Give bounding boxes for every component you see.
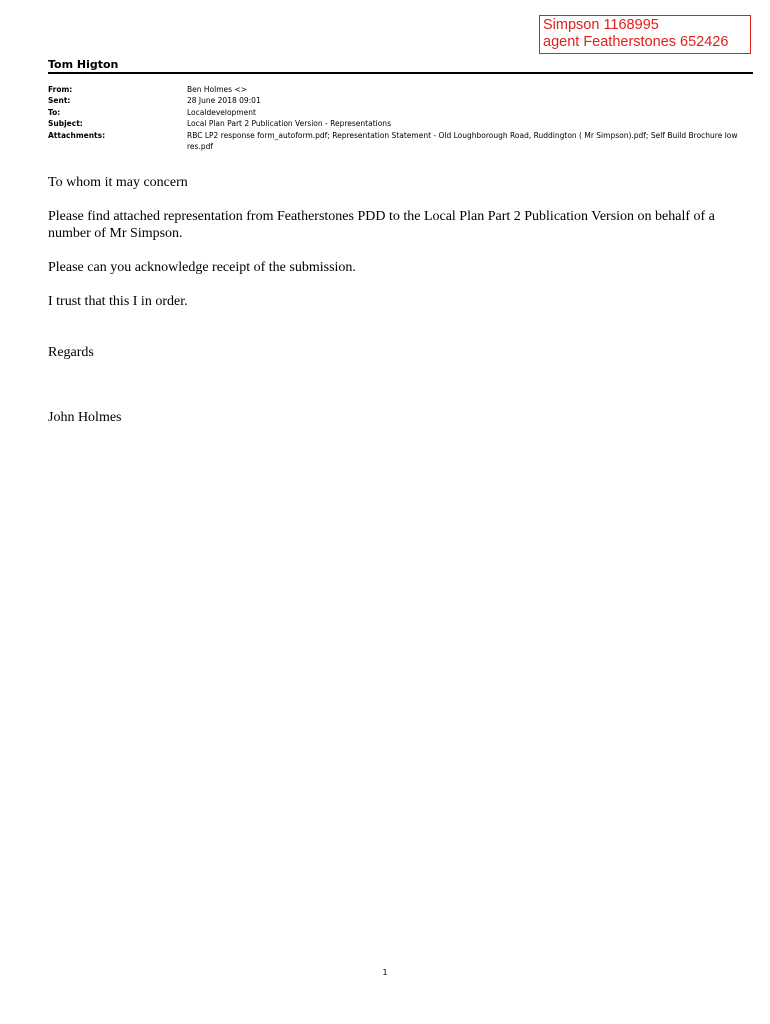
subject-label: Subject: — [48, 119, 83, 129]
to-label: To: — [48, 107, 61, 117]
signoff: Regards — [48, 345, 94, 360]
body-paragraph-2: Please can you acknowledge receipt of the submission. — [48, 260, 356, 275]
sent-value: 28 June 2018 09:01 — [187, 96, 261, 106]
signature: John Holmes — [48, 410, 122, 425]
attachments-label: Attachments: — [48, 130, 106, 140]
sent-label: Sent: — [48, 96, 71, 106]
reference-stamp — [539, 15, 751, 54]
header-row-sent — [48, 95, 753, 106]
email-body — [48, 174, 738, 426]
subject-value: Local Plan Part 2 Publication Version - Representations — [187, 119, 391, 129]
stamp-line-1: Simpson 1168995 — [543, 17, 659, 33]
to-value: Localdevelopment — [187, 107, 256, 117]
from-label: From: — [48, 85, 73, 94]
body-paragraph-1: Please find attached representation from Featherstones PDD to the Local Plan Part 2 Publication Version on behalf of a number of Mr Simpson. — [48, 209, 715, 241]
header-row-attachments — [48, 130, 753, 153]
greeting: To whom it may concern — [48, 175, 188, 190]
body-paragraph-3: I trust that this I in order. — [48, 294, 188, 309]
email-headers — [48, 84, 753, 152]
page-number: 1 — [382, 968, 388, 977]
header-row-to — [48, 107, 753, 118]
attachments-value: RBC LP2 response form_autoform.pdf; Representation Statement - Old Loughborough Road, Ruddington ( Mr Simpson).pdf; Self Build Brochure low res.pdf — [187, 130, 738, 152]
header-row-from — [48, 84, 753, 95]
header-row-subject — [48, 118, 753, 129]
from-value: Ben Holmes <> — [187, 85, 247, 94]
sender-name: Tom Higton — [48, 58, 119, 71]
header-divider — [48, 72, 753, 74]
stamp-line-2: agent Featherstones 652426 — [543, 34, 729, 50]
